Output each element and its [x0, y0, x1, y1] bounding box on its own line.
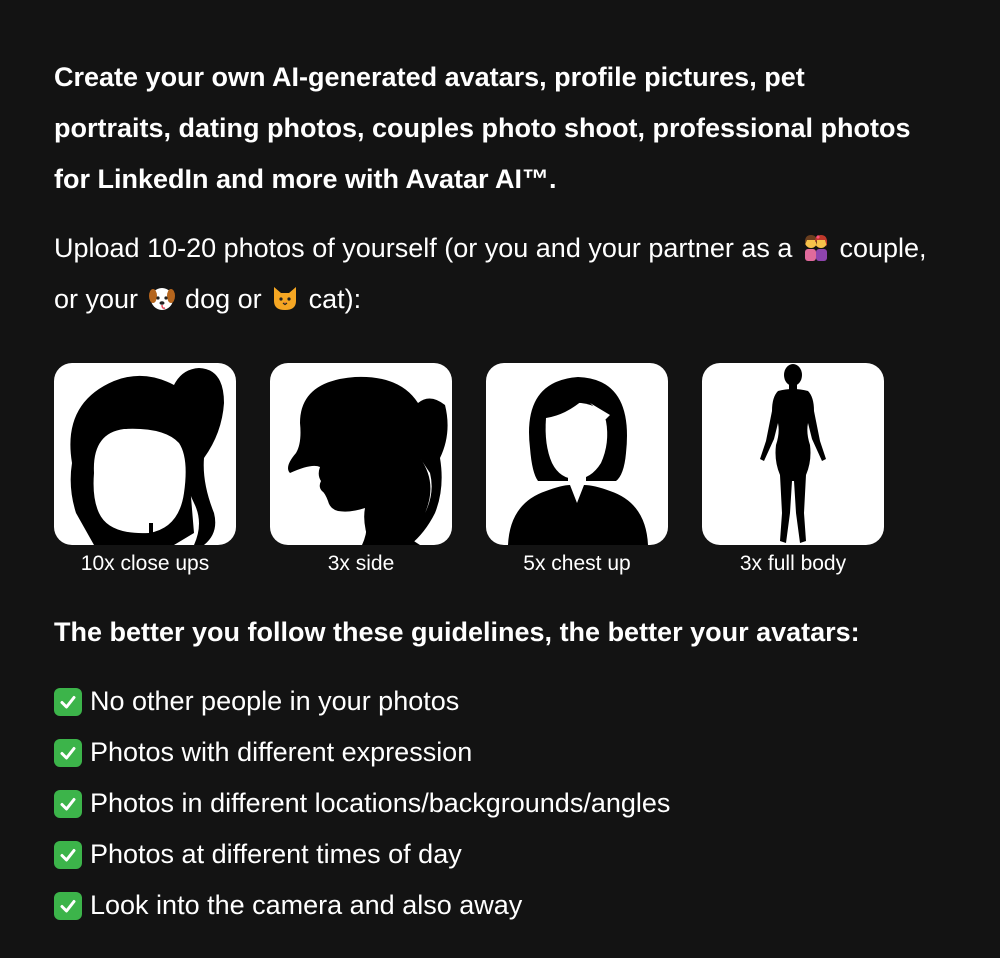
upload-text-3: dog or [177, 284, 270, 314]
close-up-head-icon [54, 363, 236, 545]
reference-photos [54, 363, 974, 577]
reference-close-up [54, 363, 236, 577]
guideline-text: Photos at different times of day [90, 839, 462, 869]
guideline-item [54, 676, 974, 727]
reference-tile [270, 363, 452, 545]
guideline-text: Photos in different locations/backgrounds/angles [90, 788, 671, 818]
check-mark-icon [54, 892, 82, 920]
check-mark-icon [54, 688, 82, 716]
reference-chest-up [486, 363, 668, 577]
guidelines-title: The better you follow these guidelines, the better your avatars: [54, 617, 860, 647]
reference-label: 3x full body [739, 552, 847, 575]
reference-label: 5x chest up [523, 552, 631, 575]
guideline-item [54, 778, 974, 829]
reference-full-body [702, 363, 884, 577]
main-content [54, 52, 974, 931]
reference-side [270, 363, 452, 577]
cat-icon [271, 284, 299, 312]
check-mark-icon [54, 790, 82, 818]
guideline-item [54, 880, 974, 931]
guidelines-list [54, 676, 974, 931]
check-mark-icon [54, 841, 82, 869]
guideline-text: No other people in your photos [90, 686, 460, 716]
upload-text-1: Upload 10-20 photos of yourself (or you and your partner as a [54, 233, 800, 263]
couple-icon [802, 233, 830, 261]
chest-up-icon [486, 363, 668, 545]
reference-tile [702, 363, 884, 545]
check-mark-icon [54, 739, 82, 767]
intro-text: Create your own AI-generated avatars, profile pictures, pet portraits, dating photos, couples photo shoot, professional photos for LinkedIn and more with Avatar AI™. [54, 62, 911, 194]
full-body-icon [702, 363, 884, 545]
side-profile-icon [270, 363, 452, 545]
dog-icon [148, 284, 176, 312]
reference-label: 10x close ups [80, 552, 210, 575]
upload-text-4: cat): [301, 284, 362, 314]
guideline-item [54, 727, 974, 778]
reference-tile [54, 363, 236, 545]
reference-label: 3x side [327, 552, 395, 575]
upload-instructions [54, 223, 934, 325]
upload-text-2: couple, or your [54, 233, 927, 314]
guideline-item [54, 829, 974, 880]
guideline-text: Photos with different expression [90, 737, 473, 767]
reference-tile [486, 363, 668, 545]
guideline-text: Look into the camera and also away [90, 890, 523, 920]
